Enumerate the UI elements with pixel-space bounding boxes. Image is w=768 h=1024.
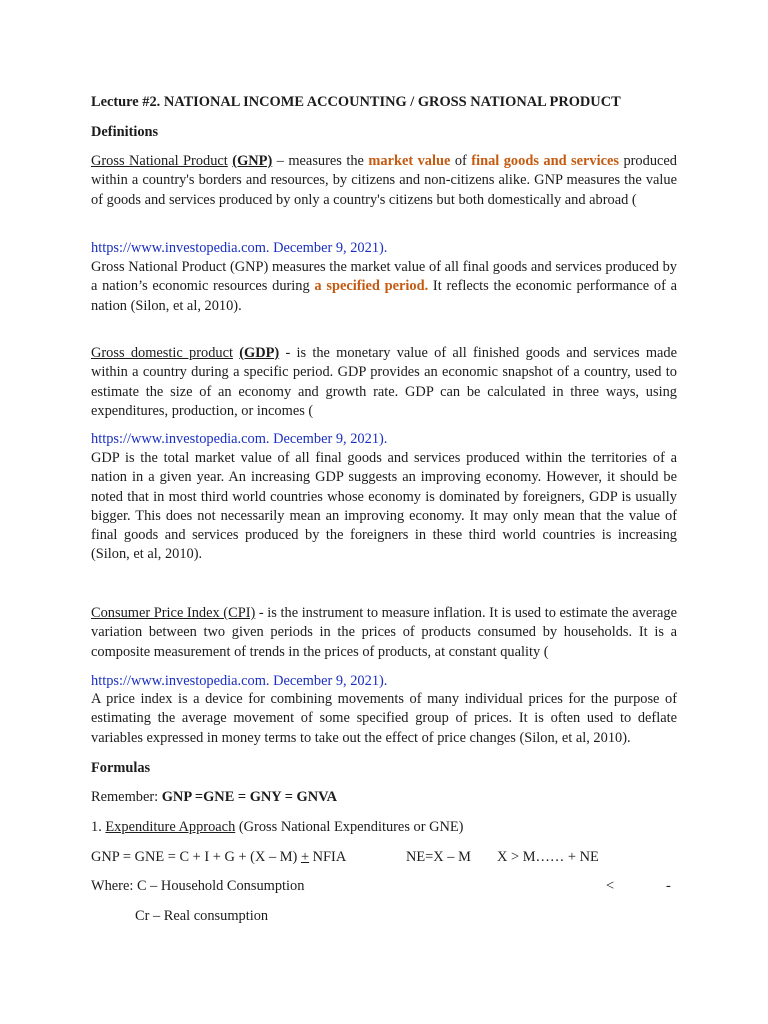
gnp-definition-text: produced within a country's borders and resources, by citizens and non-citizens alike. GNP measures the value of goods and services produced by only a country's citizens but both domestically and abroad ( (91, 153, 677, 208)
gdp-definition (91, 344, 677, 421)
gdp-paragraph-2: GDP is the total market value of all final goods and services produced within the territories of a nation in a given year. An increasing GDP suggests an improving economy. However, it should be noted that in most third world countries whose economy is dominated by foreigners, GDP is usually bigger. This does not necessarily mean an improving economy. It may only mean that the value of final goods and services produced by the foreigners in these third world countries is increasing (Silon, et al, 2010). (91, 450, 677, 563)
expenditure-approach-note: (Gross National Expenditures or GNE) (235, 819, 464, 835)
formulas-heading: Formulas (91, 760, 151, 776)
gnp-term: Gross National Product (91, 153, 228, 169)
remember-line (91, 788, 677, 807)
x-greater-than-m: X > M…… + NE (497, 849, 599, 865)
less-than-symbol: < (606, 878, 615, 894)
cpi-term: Consumer Price Index (CPI) (91, 605, 256, 621)
gnp-p2-text-b: It reflects the economic performance of a nation (Silon, et al, 2010). (91, 278, 677, 314)
cpi-source-link[interactable]: https://www.investopedia.com. December 9, 2021). (91, 673, 388, 689)
remember-equation: GNP =GNE = GNY = GNVA (161, 789, 338, 805)
cpi-definition (91, 604, 677, 662)
gnp-source-link[interactable]: https://www.investopedia.com. December 9, 2021). (91, 240, 388, 256)
gdp-source-link[interactable]: https://www.investopedia.com. December 9, 2021). (91, 431, 388, 447)
cpi-definition-text: - is the instrument to measure inflation. It is used to estimate the average variation between two given periods in the prices of products consumed by households. It is a composite measurement of trends in the prices of products, at constant quality ( (91, 605, 678, 660)
minus-symbol: - (666, 878, 671, 894)
remember-label: Remember: (91, 789, 162, 805)
definitions-heading: Definitions (91, 124, 159, 140)
gdp-abbr: (GDP) (239, 345, 280, 361)
gdp-term: Gross domestic product (91, 345, 233, 361)
gnp-dash-text: – measures the (272, 153, 369, 169)
gnp-highlight-market-value: market value (368, 153, 451, 169)
gnp-equation-end: NFIA (309, 849, 347, 865)
item-number: 1. (91, 819, 106, 835)
plus-minus-sign: + (300, 849, 310, 865)
gnp-highlight-specified-period: a specified period. (314, 278, 429, 295)
cpi-paragraph-2: A price index is a device for combining movements of many individual prices for the purpose of estimating the average movement of some specified group of prices. It is often used to deflate variables expressed in money terms to take out the effect of price changes (Silon, et al, 2010). (91, 691, 677, 746)
where-household-consumption: Where: C – Household Consumption (91, 878, 305, 894)
gdp-definition-text: - is the monetary value of all finished goods and services made within a country during a specific period. GDP provides an economic snapshot of a country, used to estimate the size of an economy and growth rate. GDP can be calculated in three ways, using expenditures, production, or incomes ( (91, 345, 677, 419)
expenditure-approach-item (91, 818, 677, 837)
gnp-equation-main: GNP = GNE = C + I + G + (X – M) (91, 849, 301, 865)
page-title: Lecture #2. NATIONAL INCOME ACCOUNTING / GROSS NATIONAL PRODUCT (91, 94, 621, 110)
gnp-paragraph-2 (91, 258, 677, 316)
gnp-definition (91, 152, 677, 210)
expenditure-approach-title: Expenditure Approach (105, 819, 236, 835)
gnp-equation (91, 848, 346, 867)
gnp-highlight-final-goods: final goods and services (471, 153, 619, 169)
ne-equation: NE=X – M (406, 849, 471, 865)
gnp-p2-text-a: Gross National Product (GNP) measures the market value of all final goods and services produced by a nation’s economic resources during (91, 259, 677, 295)
gnp-of-text: of (450, 153, 472, 169)
gnp-abbr: (GNP) (232, 153, 273, 169)
real-consumption-line: Cr – Real consumption (135, 908, 269, 924)
